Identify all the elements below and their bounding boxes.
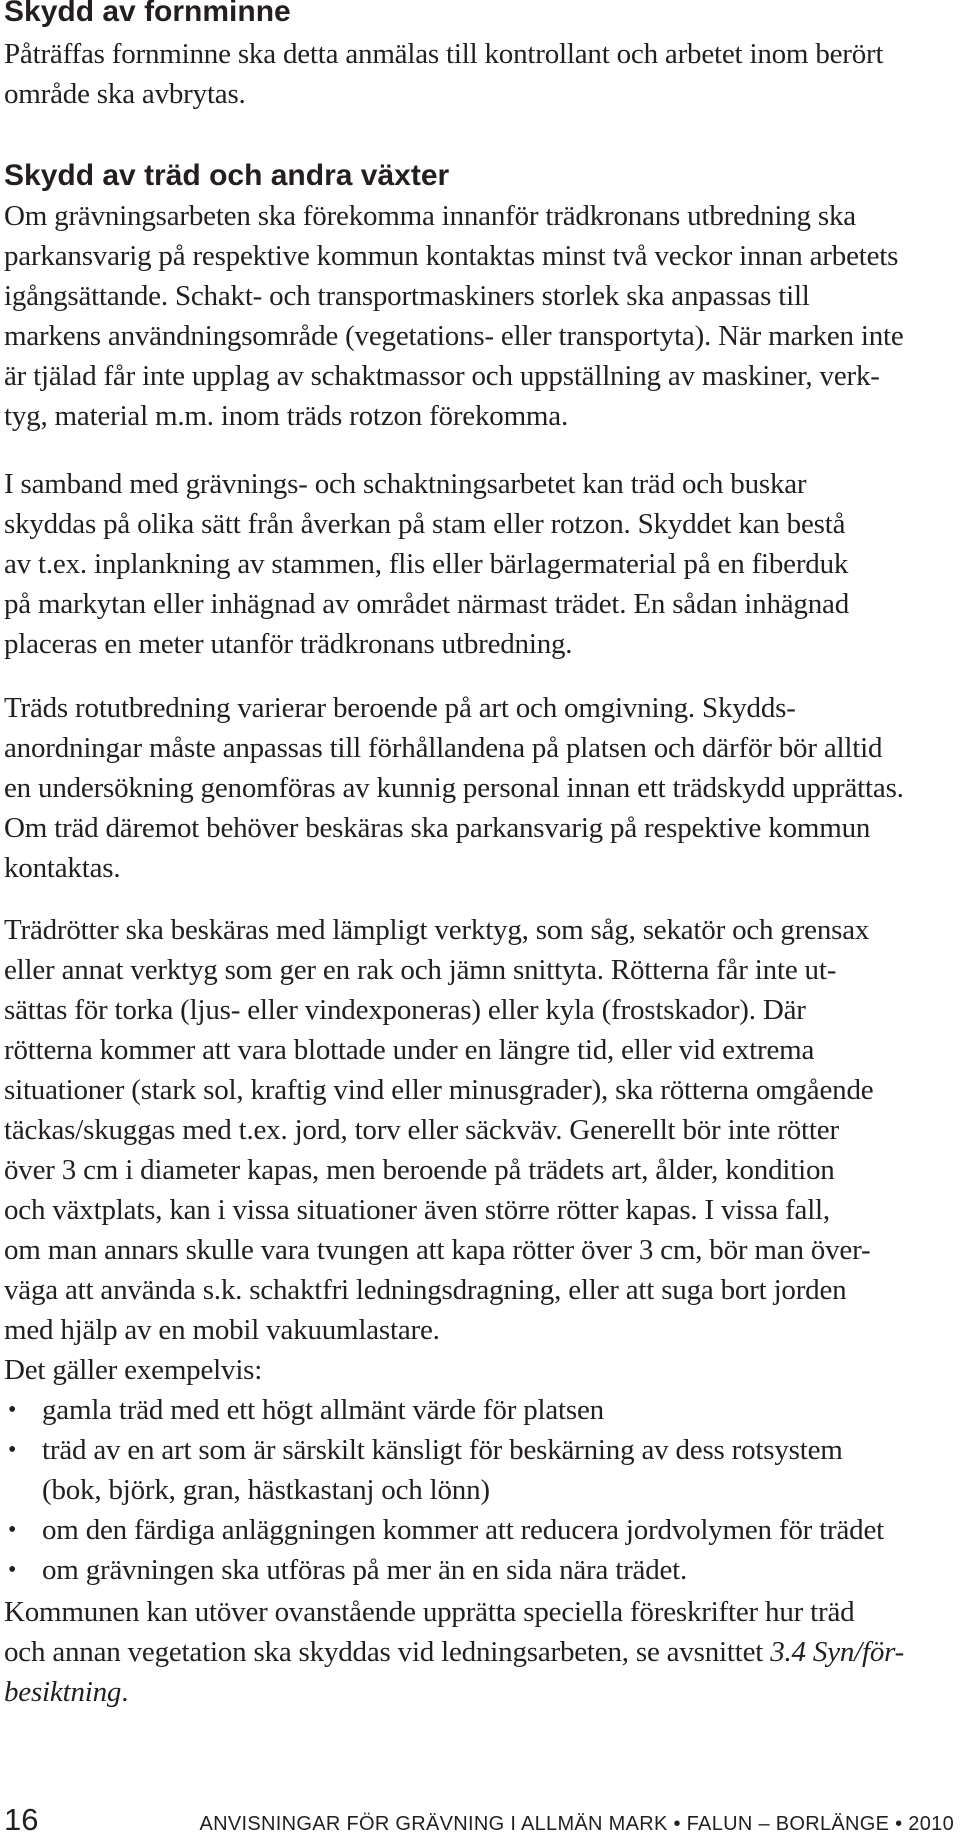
text-line: skyddas på olika sätt från åverkan på stam eller rotzon. Skyddet kan bestå xyxy=(4,508,846,540)
text-line: Träds rotutbredning varierar beroende på art och omgivning. Skydds- xyxy=(4,692,796,724)
text-line xyxy=(4,1632,954,1672)
text-line: anordningar måste anpassas till förhållandena på platsen och därför bör alltid xyxy=(4,732,883,764)
text-line: Om träd däremot behöver beskäras ska parkansvarig på respektive kommun xyxy=(4,812,871,844)
text-line: (bok, björk, gran, hästkastanj och lönn) xyxy=(42,1474,490,1506)
text-line: av t.ex. inplankning av stammen, flis eller bärlagermaterial på en fiberduk xyxy=(4,548,849,580)
page-footer xyxy=(0,1800,960,1848)
bullet-icon: • xyxy=(8,1517,17,1543)
text-line: väga att använda s.k. schaktfri ledningsdragning, eller att suga bort jorden xyxy=(4,1274,847,1306)
text-segment: . xyxy=(121,1676,129,1708)
text-line: på markytan eller inhägnad av området närmast trädet. En sådan inhägnad xyxy=(4,588,849,620)
text-line xyxy=(4,1672,954,1712)
paragraph-trad-1 xyxy=(4,196,954,436)
paragraph-fornminne xyxy=(4,34,954,114)
running-title: ANVISNINGAR FÖR GRÄVNING I ALLMÄN MARK • FALUN – BORLÄNGE • 2010 xyxy=(199,1813,954,1835)
text-line: Kommunen kan utöver ovanstående upprätta speciella föreskrifter hur träd xyxy=(4,1596,855,1628)
text-line: parkansvarig på respektive kommun kontaktas minst två veckor innan arbetets xyxy=(4,240,899,272)
text-line: markens användningsområde (vegetations- eller transportyta). När marken inte xyxy=(4,320,904,352)
text-line: träd av en art som är särskilt känsligt för beskärning av dess rotsystem xyxy=(42,1434,843,1466)
text-line: situationer (stark sol, kraftig vind eller minusgrader), ska rötterna omgående xyxy=(4,1074,874,1106)
text-segment: och annan vegetation ska skyddas vid ledningsarbeten, se avsnittet xyxy=(4,1636,771,1668)
text-line: placeras en meter utanför trädkronans utbredning. xyxy=(4,628,573,660)
text-line: Om grävningsarbeten ska förekomma innanför trädkronans utbredning ska xyxy=(4,200,856,232)
paragraph-trad-4 xyxy=(4,910,954,1390)
text-line: rötterna kommer att vara blottade under en längre tid, eller vid extrema xyxy=(4,1034,815,1066)
list-item xyxy=(4,1510,954,1550)
text-line: eller annat verktyg som ger en rak och jämn snittyta. Rötterna får inte ut- xyxy=(4,954,837,986)
text-line: tyg, material m.m. inom träds rotzon förekomma. xyxy=(4,400,569,432)
text-line: kontaktas. xyxy=(4,852,121,884)
text-line: är tjälad får inte upplag av schaktmassor och uppställning av maskiner, verk- xyxy=(4,360,880,392)
page-number: 16 xyxy=(4,1802,39,1837)
heading-fornminne: Skydd av fornminne xyxy=(4,0,291,28)
section-reference: 3.4 Syn/för- xyxy=(770,1636,905,1668)
bullet-icon: • xyxy=(8,1557,17,1583)
text-line: gamla träd med ett högt allmänt värde för platsen xyxy=(42,1394,604,1426)
examples-intro: Det gäller exempelvis: xyxy=(4,1354,263,1386)
bullet-icon: • xyxy=(8,1437,17,1463)
paragraph-trad-2 xyxy=(4,464,954,664)
bullet-icon: • xyxy=(8,1397,17,1423)
text-line: om grävningen ska utföras på mer än en sida nära trädet. xyxy=(42,1554,688,1586)
paragraph-closing xyxy=(4,1592,954,1712)
list-item xyxy=(4,1390,954,1430)
text-line: en undersökning genomföras av kunnig personal innan ett trädskydd upprättas. xyxy=(4,772,904,804)
list-item xyxy=(4,1430,954,1510)
text-line: Trädrötter ska beskäras med lämpligt verktyg, som såg, sekatör och grensax xyxy=(4,914,870,946)
text-line: över 3 cm i diameter kapas, men beroende på trädets art, ålder, kondition xyxy=(4,1154,835,1186)
list-item xyxy=(4,1550,954,1590)
text-line: med hjälp av en mobil vakuumlastare. xyxy=(4,1314,440,1346)
paragraph-trad-3 xyxy=(4,688,954,888)
text-line: om den färdiga anläggningen kommer att reducera jordvolymen för trädet xyxy=(42,1514,884,1546)
section-reference-continued: besiktning xyxy=(4,1676,122,1708)
text-line: sättas för torka (ljus- eller vindexponeras) eller kyla (frostskador). Där xyxy=(4,994,806,1026)
text-line: område ska avbrytas. xyxy=(4,78,246,110)
examples-list xyxy=(4,1390,954,1590)
text-line: igångsättande. Schakt- och transportmaskiners storlek ska anpassas till xyxy=(4,280,810,312)
text-line: Påträffas fornminne ska detta anmälas till kontrollant och arbetet inom berört xyxy=(4,38,884,70)
text-line: I samband med grävnings- och schaktningsarbetet kan träd och buskar xyxy=(4,468,807,500)
text-line: om man annars skulle vara tvungen att kapa rötter över 3 cm, bör man över- xyxy=(4,1234,871,1266)
text-line: och växtplats, kan i vissa situationer även större rötter kapas. I vissa fall, xyxy=(4,1194,830,1226)
text-line: täckas/skuggas med t.ex. jord, torv eller säckväv. Generellt bör inte rötter xyxy=(4,1114,839,1146)
heading-trad: Skydd av träd och andra växter xyxy=(4,159,450,192)
